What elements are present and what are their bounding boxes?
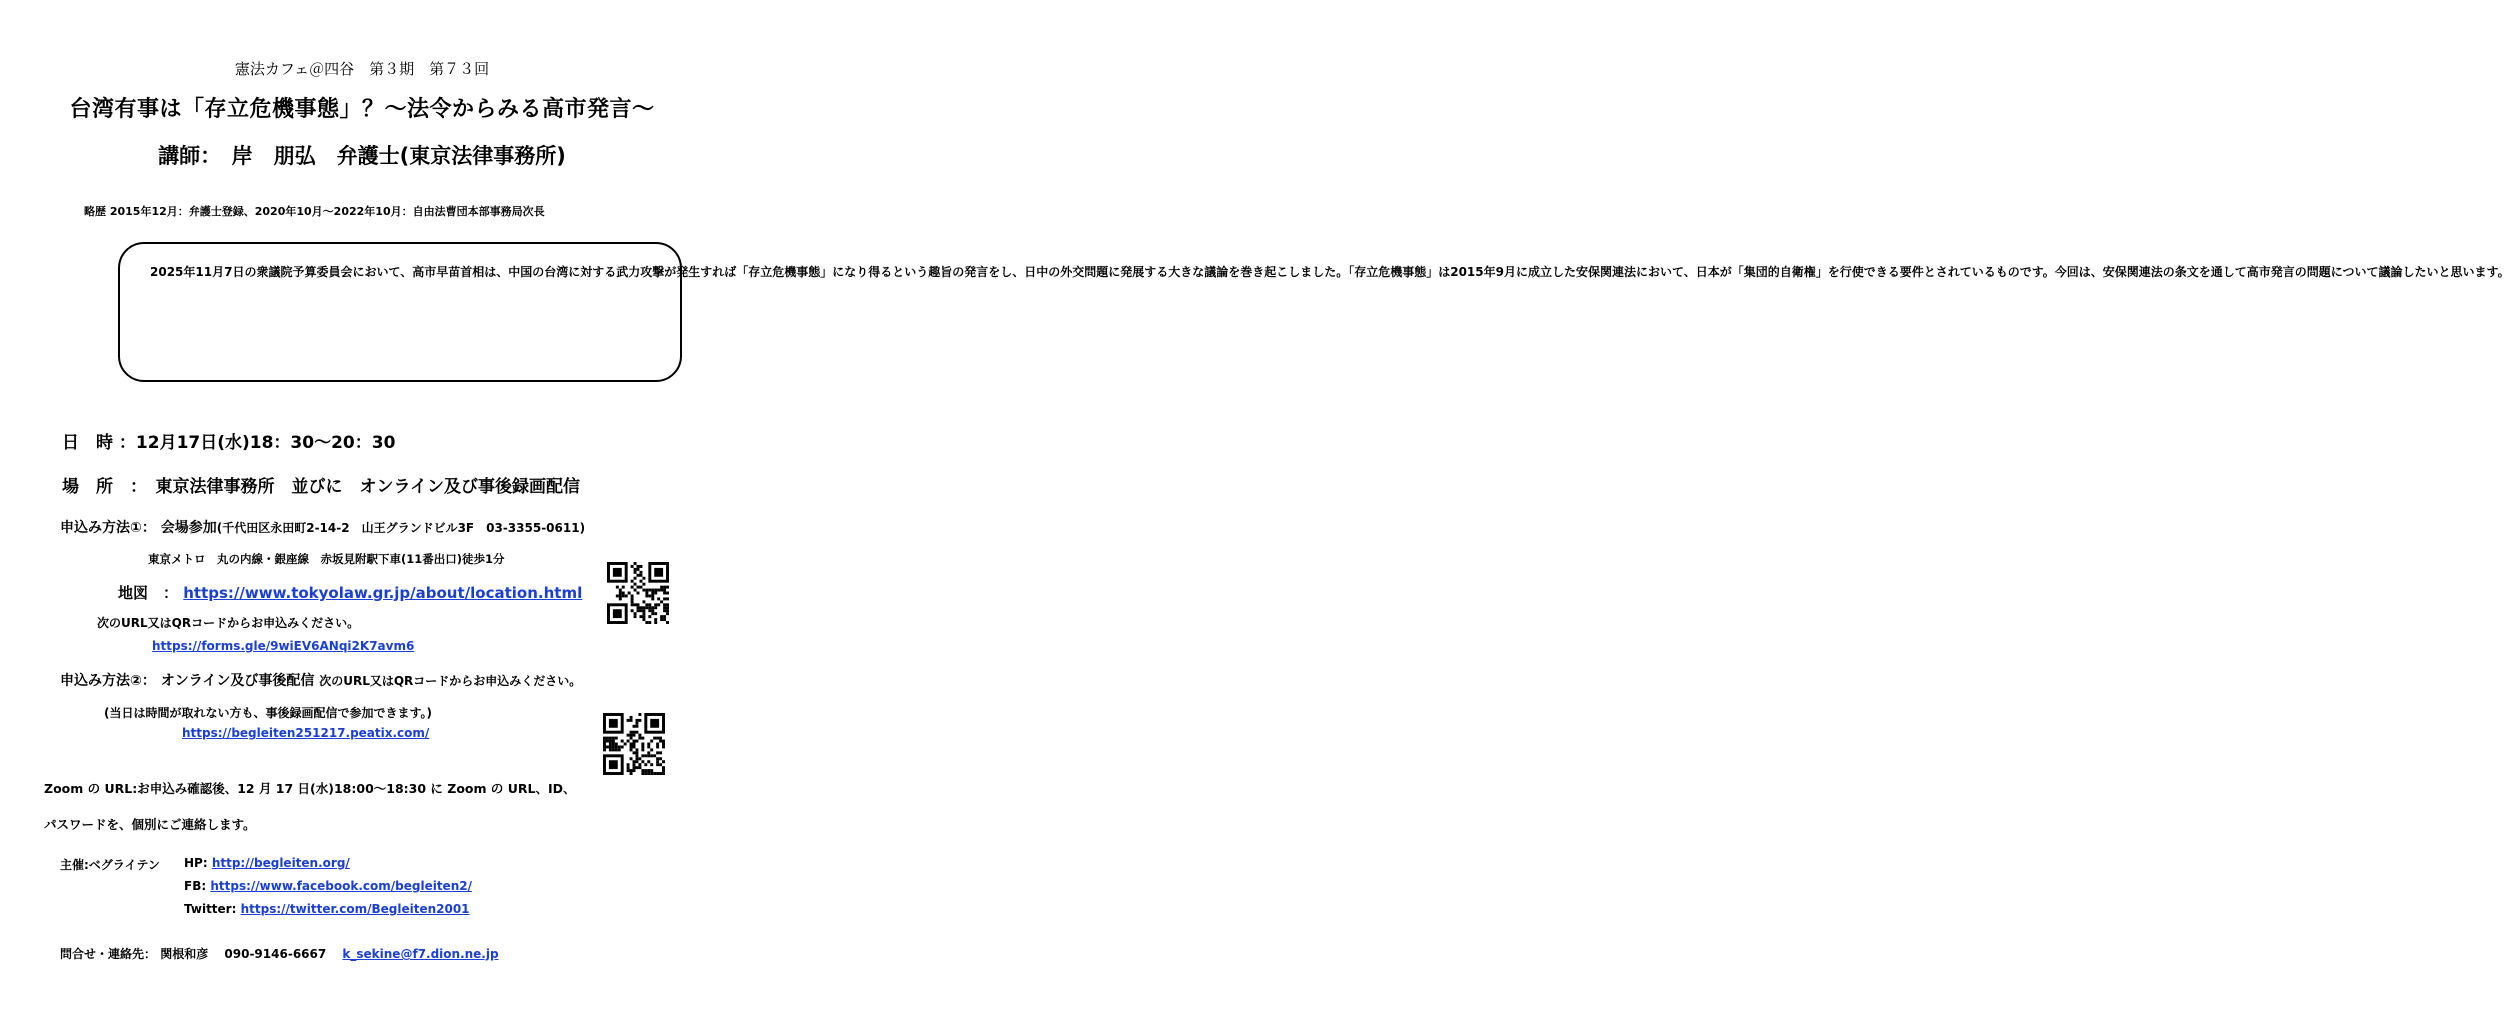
contact-label: 問合せ・連絡先： bbox=[60, 947, 157, 961]
method1-heading bbox=[60, 517, 585, 537]
qr-code-icon[interactable] bbox=[603, 713, 665, 775]
host-label: 主催:ベグライテン bbox=[60, 858, 160, 872]
access-info: 東京メトロ 丸の内線・銀座線 赤坂見附駅下車(11番出口)徒歩1分 bbox=[148, 552, 505, 566]
host-twitter bbox=[184, 902, 470, 916]
event-datetime: 日 時 ：12月17日(水)18：30～20：30 bbox=[62, 433, 396, 453]
fb-link[interactable]: https://www.facebook.com/begleiten2/ bbox=[210, 879, 472, 893]
method2-heading bbox=[60, 670, 581, 690]
zoom-info-line2: パスワードを、個別にご連絡します。 bbox=[44, 817, 256, 832]
event-place: 場 所 ： 東京法律事務所 並びに オンライン及び事後録画配信 bbox=[62, 477, 580, 497]
twitter-link[interactable]: https://twitter.com/Begleiten2001 bbox=[240, 902, 470, 916]
form1-link[interactable]: https://forms.gle/9wiEV6ANqi2K7avm6 bbox=[152, 639, 415, 653]
map-link[interactable]: https://www.tokyolaw.gr.jp/about/location.html bbox=[183, 584, 583, 602]
hp-link[interactable]: http://begleiten.org/ bbox=[211, 856, 350, 870]
lecturer-profile: 略歴 2015年12月：弁護士登録、2020年10月～2022年10月：自由法曹団本部事務局次長 bbox=[84, 205, 545, 218]
method2-subnote: (当日は時間が取れない方も、事後録画配信で参加できます。) bbox=[104, 706, 433, 720]
form2-line bbox=[182, 726, 429, 740]
method2-title: オンライン及び事後配信 bbox=[160, 673, 315, 689]
series-label: 憲法カフェ＠四谷 第３期 第７３回 bbox=[234, 60, 490, 78]
form1-line bbox=[152, 639, 414, 653]
hp-label: HP: bbox=[184, 856, 208, 870]
contact-phone: 090-9146-6667 bbox=[224, 947, 327, 961]
map-line bbox=[118, 582, 582, 603]
method2-label: 申込み方法②： bbox=[60, 673, 156, 689]
abstract-box bbox=[118, 242, 2510, 382]
contact-line bbox=[60, 945, 499, 962]
host-fb bbox=[184, 879, 472, 893]
contact-email[interactable]: k_sekine@f7.dion.ne.jp bbox=[342, 947, 499, 961]
contact-name: 関根和彦 bbox=[160, 947, 209, 961]
method1-address: (千代田区永田町2-14-2 山王グランドビル3F 03-3355-0611) bbox=[216, 521, 586, 535]
method1-label: 申込み方法①： bbox=[60, 520, 156, 536]
host-hp bbox=[184, 856, 350, 870]
method1-title: 会場参加 bbox=[160, 520, 217, 536]
form2-link[interactable]: https://begleiten251217.peatix.com/ bbox=[182, 726, 430, 740]
page-title: 台湾有事は「存立危機事態」？～法令からみる高市発言～ bbox=[69, 97, 655, 122]
qr-code-icon[interactable] bbox=[607, 562, 669, 624]
twitter-label: Twitter: bbox=[184, 902, 237, 916]
abstract-text: 2025年11月7日の衆議院予算委員会において、高市早苗首相は、中国の台湾に対する武力攻撃が発生すれば「存立危機事態」になり得るという趣旨の発言をし、日中の外交問題に発展する大きな議論を巻き起こしました。「存立危機事態」は2015年9月に成立した安保関連法において、日本が「集団的自衛権」を行使できる要件とされているものです。今回は、安保関連法の条文を通して高市発言の問題について議論したいと思います。 bbox=[150, 265, 2510, 279]
lecturer-line: 講師： 岸 朋弘 弁護士(東京法律事務所) bbox=[158, 144, 566, 168]
method1-note: 次のURL又はQRコードからお申込みください。 bbox=[97, 616, 360, 630]
fb-label: FB: bbox=[184, 879, 207, 893]
zoom-info-line1: Zoom の URL:お申込み確認後、12 月 17 日(水)18:00～18:30 に Zoom の URL、ID、 bbox=[44, 781, 576, 796]
map-label: 地図 ： bbox=[118, 584, 179, 602]
method2-note: 次のURL又はQRコードからお申込みください。 bbox=[319, 674, 582, 688]
